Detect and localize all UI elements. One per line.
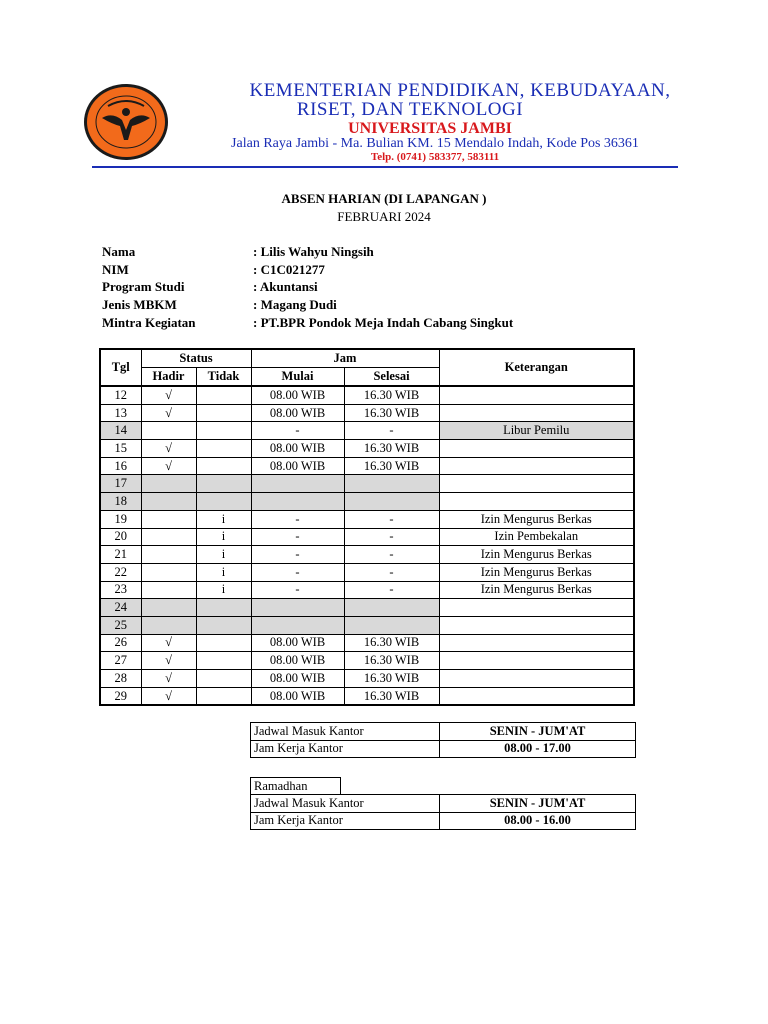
- info-label: Jenis MBKM: [102, 297, 177, 312]
- info-value: : Akuntansi: [253, 279, 318, 294]
- header-keterangan: Keterangan: [439, 349, 634, 386]
- attendance-table: [99, 348, 635, 706]
- cell-keterangan: [439, 670, 634, 688]
- table-row: [100, 440, 634, 458]
- cell-keterangan: Libur Pemilu: [439, 422, 634, 440]
- schedule-value: 08.00 - 17.00: [440, 740, 636, 758]
- university-logo: [82, 82, 170, 162]
- cell-tgl: 27: [100, 652, 141, 670]
- table-row: [100, 546, 634, 564]
- info-label: NIM: [102, 262, 129, 277]
- cell-selesai: [344, 599, 439, 617]
- cell-mulai: 08.00 WIB: [251, 457, 344, 475]
- cell-keterangan: [439, 599, 634, 617]
- cell-tgl: 25: [100, 616, 141, 634]
- cell-selesai: [344, 475, 439, 493]
- cell-tgl: 20: [100, 528, 141, 546]
- table-row: [251, 795, 636, 813]
- schedule-value: SENIN - JUM'AT: [440, 795, 636, 813]
- cell-tidak: [196, 616, 251, 634]
- info-label: Mintra Kegiatan: [102, 315, 196, 330]
- cell-keterangan: Izin Pembekalan: [439, 528, 634, 546]
- cell-tidak: [196, 599, 251, 617]
- schedule-label: Jam Kerja Kantor: [251, 812, 440, 830]
- table-row: [100, 510, 634, 528]
- cell-hadir: [141, 546, 196, 564]
- cell-selesai: 16.30 WIB: [344, 670, 439, 688]
- cell-tidak: [196, 670, 251, 688]
- cell-mulai: -: [251, 581, 344, 599]
- cell-tidak: [196, 634, 251, 652]
- university-name: UNIVERSITAS JAMBI: [348, 120, 512, 137]
- cell-mulai: -: [251, 510, 344, 528]
- cell-mulai: 08.00 WIB: [251, 440, 344, 458]
- table-row: [100, 616, 634, 634]
- cell-mulai: -: [251, 528, 344, 546]
- table-row: [100, 475, 634, 493]
- cell-keterangan: Izin Mengurus Berkas: [439, 563, 634, 581]
- cell-tgl: 13: [100, 404, 141, 422]
- table-row: [251, 723, 636, 741]
- cell-keterangan: Izin Mengurus Berkas: [439, 546, 634, 564]
- cell-tidak: [196, 457, 251, 475]
- schedule-label: Jadwal Masuk Kantor: [251, 795, 440, 813]
- cell-selesai: 16.30 WIB: [344, 404, 439, 422]
- cell-tidak: [196, 404, 251, 422]
- cell-tgl: 18: [100, 493, 141, 511]
- header-tidak: Tidak: [196, 368, 251, 387]
- cell-hadir: [141, 528, 196, 546]
- header-selesai: Selesai: [344, 368, 439, 387]
- cell-hadir: [141, 563, 196, 581]
- cell-hadir: √: [141, 652, 196, 670]
- cell-selesai: [344, 616, 439, 634]
- schedule-label: Jadwal Masuk Kantor: [251, 723, 440, 741]
- cell-tidak: [196, 687, 251, 705]
- cell-tgl: 23: [100, 581, 141, 599]
- cell-tidak: [196, 422, 251, 440]
- cell-tgl: 15: [100, 440, 141, 458]
- table-row: [100, 687, 634, 705]
- info-value: : C1C021277: [253, 262, 325, 277]
- cell-tgl: 29: [100, 687, 141, 705]
- ramadhan-label: Ramadhan: [250, 777, 341, 794]
- cell-tidak: i: [196, 510, 251, 528]
- header-jam: Jam: [251, 349, 439, 368]
- table-row: [100, 457, 634, 475]
- cell-hadir: [141, 493, 196, 511]
- cell-tgl: 22: [100, 563, 141, 581]
- cell-hadir: [141, 599, 196, 617]
- cell-keterangan: [439, 440, 634, 458]
- schedule-value: SENIN - JUM'AT: [440, 723, 636, 741]
- cell-tidak: i: [196, 581, 251, 599]
- info-label: Program Studi: [102, 279, 185, 294]
- cell-selesai: -: [344, 546, 439, 564]
- cell-hadir: √: [141, 634, 196, 652]
- cell-keterangan: [439, 687, 634, 705]
- table-row: [100, 422, 634, 440]
- cell-tgl: 26: [100, 634, 141, 652]
- info-value: : Magang Dudi: [253, 297, 337, 312]
- cell-tidak: i: [196, 546, 251, 564]
- table-row: [100, 386, 634, 404]
- cell-mulai: 08.00 WIB: [251, 670, 344, 688]
- cell-tidak: [196, 493, 251, 511]
- table-row: [251, 740, 636, 758]
- cell-selesai: 16.30 WIB: [344, 386, 439, 404]
- cell-hadir: √: [141, 687, 196, 705]
- table-row: [100, 528, 634, 546]
- cell-hadir: √: [141, 670, 196, 688]
- cell-mulai: [251, 616, 344, 634]
- cell-tidak: i: [196, 528, 251, 546]
- cell-keterangan: [439, 634, 634, 652]
- document-period: FEBRUARI 2024: [337, 209, 431, 224]
- cell-tgl: 24: [100, 599, 141, 617]
- table-row: [100, 581, 634, 599]
- cell-mulai: 08.00 WIB: [251, 687, 344, 705]
- info-value: : PT.BPR Pondok Meja Indah Cabang Singkut: [253, 315, 514, 330]
- cell-keterangan: [439, 493, 634, 511]
- cell-keterangan: [439, 457, 634, 475]
- cell-hadir: √: [141, 404, 196, 422]
- university-address: Jalan Raya Jambi - Ma. Bulian KM. 15 Mendalo Indah, Kode Pos 36361: [231, 136, 639, 151]
- ministry-line1: KEMENTERIAN PENDIDIKAN, KEBUDAYAAN,: [249, 80, 671, 101]
- cell-mulai: [251, 475, 344, 493]
- cell-keterangan: Izin Mengurus Berkas: [439, 581, 634, 599]
- cell-mulai: [251, 493, 344, 511]
- table-row: [100, 599, 634, 617]
- header-hadir: Hadir: [141, 368, 196, 387]
- cell-tgl: 16: [100, 457, 141, 475]
- table-row: [100, 493, 634, 511]
- cell-mulai: [251, 599, 344, 617]
- cell-keterangan: Izin Mengurus Berkas: [439, 510, 634, 528]
- schedule-label: Jam Kerja Kantor: [251, 740, 440, 758]
- cell-selesai: -: [344, 563, 439, 581]
- cell-selesai: 16.30 WIB: [344, 440, 439, 458]
- cell-hadir: [141, 510, 196, 528]
- cell-selesai: -: [344, 422, 439, 440]
- document-title: ABSEN HARIAN (DI LAPANGAN ): [281, 191, 487, 206]
- cell-selesai: 16.30 WIB: [344, 634, 439, 652]
- cell-mulai: -: [251, 546, 344, 564]
- cell-mulai: 08.00 WIB: [251, 634, 344, 652]
- cell-tidak: i: [196, 563, 251, 581]
- cell-tgl: 28: [100, 670, 141, 688]
- cell-selesai: 16.30 WIB: [344, 652, 439, 670]
- ministry-line2: RISET, DAN TEKNOLOGI: [296, 99, 524, 120]
- header-tgl: Tgl: [100, 349, 141, 386]
- cell-selesai: 16.30 WIB: [344, 457, 439, 475]
- schedule-ramadhan-table: [250, 794, 636, 830]
- cell-selesai: -: [344, 510, 439, 528]
- cell-selesai: -: [344, 581, 439, 599]
- schedule-normal-table: [250, 722, 636, 758]
- cell-mulai: 08.00 WIB: [251, 404, 344, 422]
- cell-selesai: -: [344, 528, 439, 546]
- cell-tidak: [196, 475, 251, 493]
- info-value: : Lilis Wahyu Ningsih: [253, 244, 374, 259]
- cell-tgl: 12: [100, 386, 141, 404]
- cell-hadir: √: [141, 457, 196, 475]
- cell-tgl: 17: [100, 475, 141, 493]
- cell-hadir: √: [141, 440, 196, 458]
- cell-mulai: -: [251, 563, 344, 581]
- cell-hadir: [141, 616, 196, 634]
- cell-hadir: [141, 475, 196, 493]
- cell-keterangan: [439, 386, 634, 404]
- schedule-value: 08.00 - 16.00: [440, 812, 636, 830]
- cell-keterangan: [439, 404, 634, 422]
- cell-tgl: 19: [100, 510, 141, 528]
- letterhead-divider: [92, 166, 678, 168]
- university-phone: Telp. (0741) 583377, 583111: [370, 151, 500, 163]
- cell-keterangan: [439, 652, 634, 670]
- table-row: [100, 404, 634, 422]
- cell-keterangan: [439, 475, 634, 493]
- header-mulai: Mulai: [251, 368, 344, 387]
- table-row: [100, 670, 634, 688]
- cell-tgl: 14: [100, 422, 141, 440]
- header-status: Status: [141, 349, 251, 368]
- table-row: [100, 563, 634, 581]
- cell-tidak: [196, 386, 251, 404]
- cell-keterangan: [439, 616, 634, 634]
- cell-tidak: [196, 652, 251, 670]
- table-row: [100, 652, 634, 670]
- cell-tgl: 21: [100, 546, 141, 564]
- cell-hadir: [141, 581, 196, 599]
- cell-mulai: -: [251, 422, 344, 440]
- cell-hadir: √: [141, 386, 196, 404]
- cell-mulai: 08.00 WIB: [251, 652, 344, 670]
- info-label: Nama: [102, 244, 136, 259]
- cell-selesai: 16.30 WIB: [344, 687, 439, 705]
- cell-tidak: [196, 440, 251, 458]
- cell-hadir: [141, 422, 196, 440]
- table-row: [251, 812, 636, 830]
- attendance-body: [100, 386, 634, 705]
- cell-selesai: [344, 493, 439, 511]
- table-row: [100, 634, 634, 652]
- cell-mulai: 08.00 WIB: [251, 386, 344, 404]
